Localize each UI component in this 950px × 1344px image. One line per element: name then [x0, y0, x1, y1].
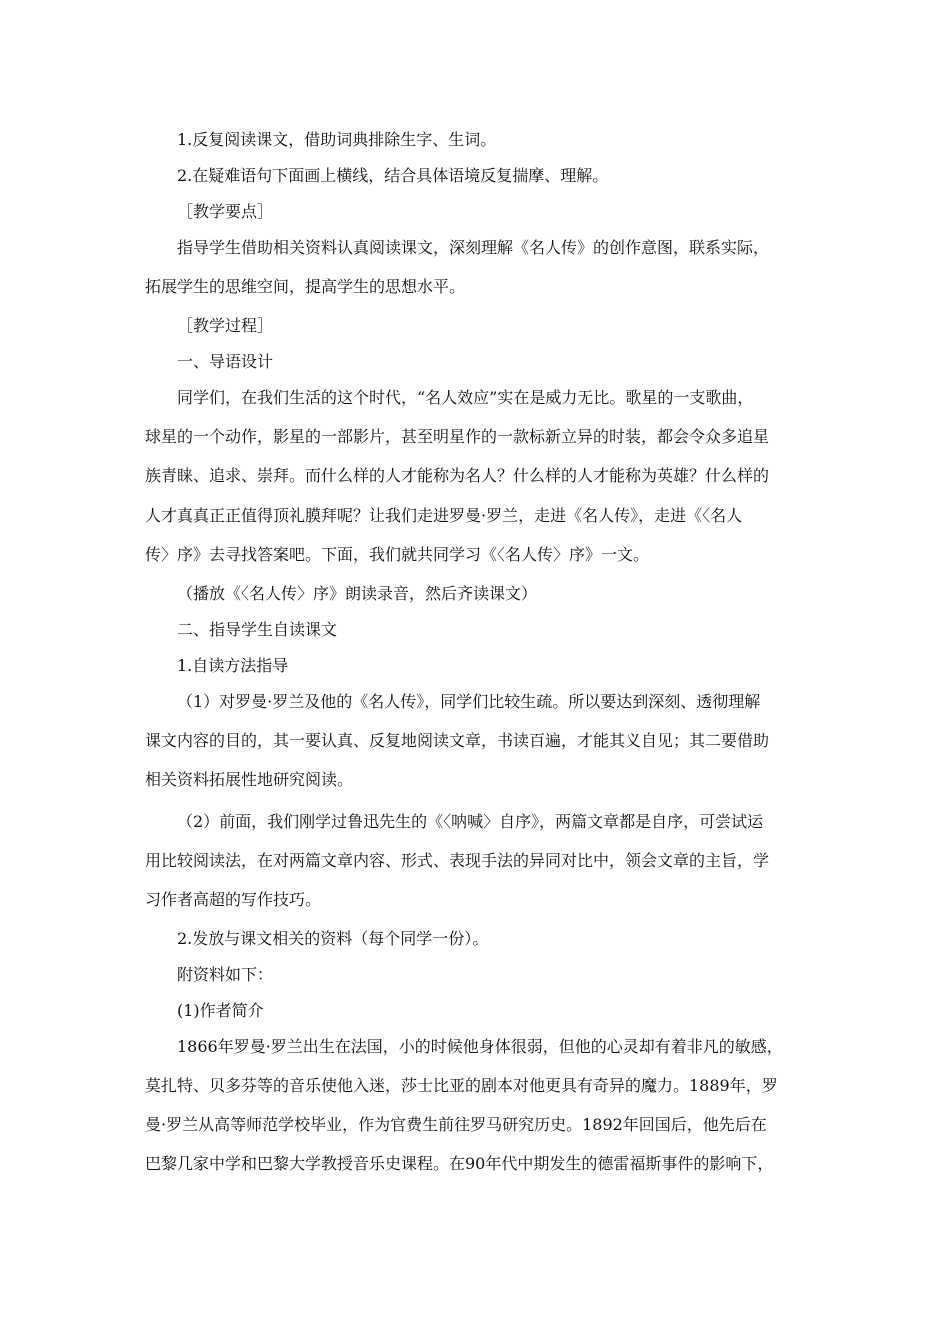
subheading-intro-design: 一、导语设计	[177, 352, 274, 371]
text-line-9: 球星的一个动作，影星的一部影片，甚至明星作的一款标新立异的时装，都会令众多追星	[145, 427, 770, 446]
text-line-17: 课文内容的目的，其一要认真、反复地阅读文章，书读百遍，才能其义自见；其二要借助	[145, 731, 770, 750]
text-line-16: （1）对罗曼·罗兰及他的《名人传》，同学们比较生疏。所以要达到深刻、透彻理解	[177, 692, 761, 711]
text-line-20: 用比较阅读法，在对两篇文章内容、形式、表现手法的异同对比中，领会文章的主旨，学	[145, 851, 770, 870]
text-line-2: 2.在疑难语句下面画上横线，结合具体语境反复揣摩、理解。	[177, 166, 609, 185]
text-line-21: 习作者高超的写作技巧。	[145, 890, 322, 909]
text-line-4: 指导学生借助相关资料认真阅读课文，深刻理解《名人传》的创作意图，联系实际，	[177, 238, 770, 257]
text-line-27: 曼·罗兰从高等师范学校毕业，作为官费生前往罗马研究历史。1892年回国后，他先后在	[145, 1115, 767, 1134]
text-line-12: 传〉序》去寻找答案吧。下面，我们就共同学习《〈名人传〉序》一文。	[145, 545, 650, 564]
text-line-19: （2）前面，我们刚学过鲁迅先生的《〈呐喊〉自序》，两篇文章都是自序，可尝试运	[177, 812, 764, 831]
text-line-1: 1.反复阅读课文，借助词典排除生字、生词。	[177, 130, 497, 149]
text-line-11: 人才真真正正值得顶礼膜拜呢？让我们走进罗曼·罗兰，走进《名人传》，走进《〈名人	[145, 506, 743, 525]
text-line-13: （播放《〈名人传〉序》朗读录音，然后齐读课文）	[177, 584, 538, 603]
subheading-author-intro: (1)作者简介	[177, 1001, 264, 1020]
text-line-18: 相关资料拓展性地研究阅读。	[145, 770, 354, 789]
text-line-28: 巴黎几家中学和巴黎大学教授音乐史课程。在90年代中期发生的德雷福斯事件的影响下，	[145, 1154, 774, 1173]
text-line-26: 莫扎特、贝多芬等的音乐使他入迷，莎士比亚的剧本对他更具有奇异的魔力。1889年，罗	[145, 1076, 778, 1095]
text-line-8: 同学们，在我们生活的这个时代，“名人效应”实在是威力无比。歌星的一支歌曲，	[177, 388, 754, 407]
text-line-5: 拓展学生的思维空间，提高学生的思想水平。	[145, 277, 466, 296]
subheading-self-reading: 二、指导学生自读课文	[177, 620, 338, 639]
text-line-10: 族青睐、追求、崇拜。而什么样的人才能称为名人？什么样的人才能称为英雄？什么样的	[145, 466, 770, 485]
text-line-15: 1.自读方法指导	[177, 656, 289, 675]
text-line-22: 2.发放与课文相关的资料（每个同学一份）。	[177, 929, 489, 948]
section-heading-key-points: ［教学要点］	[177, 202, 274, 221]
text-line-23: 附资料如下：	[177, 965, 274, 984]
section-heading-process: ［教学过程］	[177, 316, 274, 335]
text-line-25: 1866年罗曼·罗兰出生在法国，小的时候他身体很弱，但他的心灵却有着非凡的敏感，	[177, 1037, 783, 1056]
